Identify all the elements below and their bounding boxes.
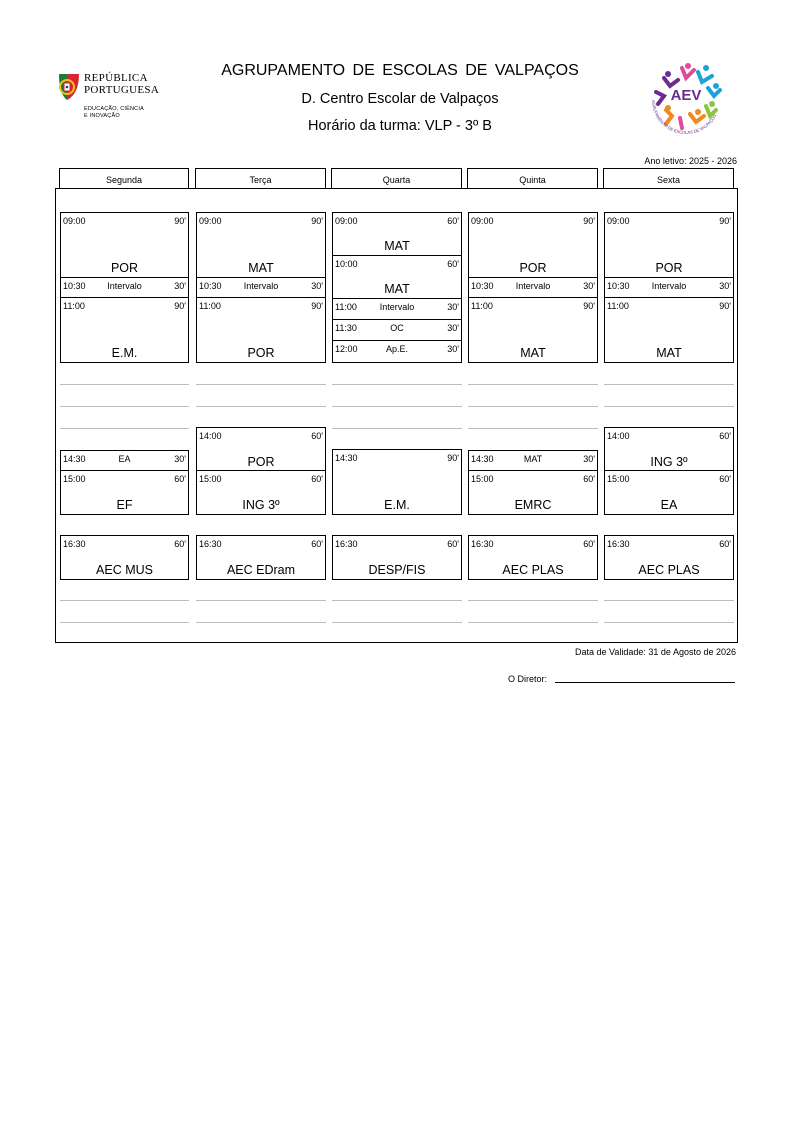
empty-slot-line [60, 384, 189, 385]
lesson-cell [468, 470, 598, 515]
republic-line-2: PORTUGUESA [84, 84, 160, 96]
lesson-subject: Intervalo [515, 281, 551, 291]
empty-slot-line [332, 428, 462, 429]
lesson-subject: POR [110, 261, 139, 275]
lesson-time: 09:00 [607, 216, 630, 226]
empty-slot-line [468, 622, 598, 623]
lesson-cell [332, 449, 462, 515]
empty-slot-line [332, 600, 462, 601]
lesson-subject: E.M. [111, 346, 138, 360]
empty-slot-line [60, 600, 189, 601]
lesson-duration: 60' [719, 431, 731, 441]
lesson-duration: 90' [311, 301, 323, 311]
school-title: AGRUPAMENTO DE ESCOLAS DE VALPAÇOS [221, 62, 579, 79]
lesson-duration: 90' [447, 453, 459, 463]
lesson-cell [332, 212, 462, 256]
break-cell [60, 277, 189, 298]
empty-slot-line [468, 428, 598, 429]
lesson-time: 09:00 [471, 216, 494, 226]
director-signature-line [555, 682, 735, 683]
lesson-cell [468, 212, 598, 278]
break-cell [604, 277, 734, 298]
lesson-time: 11:00 [471, 301, 493, 311]
lesson-cell [60, 470, 189, 515]
lesson-time: 14:00 [607, 431, 630, 441]
lesson-duration: 30' [174, 454, 186, 464]
ministry-line-1: EDUCAÇÃO, CIÊNCIA [84, 106, 144, 112]
lesson-cell [196, 470, 326, 515]
ministry-line-2: E INOVAÇÃO [84, 113, 120, 119]
lesson-duration: 30' [447, 344, 459, 354]
lesson-subject: MAT [656, 346, 682, 360]
lesson-time: 10:30 [607, 281, 630, 291]
lesson-subject: MAT [384, 239, 410, 253]
lesson-duration: 60' [583, 539, 595, 549]
empty-slot-line [604, 384, 734, 385]
empty-slot-line [604, 600, 734, 601]
lesson-time: 11:00 [335, 302, 357, 312]
empty-slot-line [332, 406, 462, 407]
lesson-time: 11:00 [199, 301, 221, 311]
aev-figures-icon [644, 58, 728, 138]
empty-slot-line [60, 622, 189, 623]
lesson-time: 15:00 [199, 474, 222, 484]
lesson-time: 14:30 [63, 454, 86, 464]
lesson-subject: ING 3º [242, 498, 280, 512]
lesson-subject: AEC PLAS [502, 563, 564, 577]
lesson-time: 11:00 [607, 301, 629, 311]
lesson-subject: EF [116, 498, 133, 512]
lesson-duration: 30' [311, 281, 323, 291]
lesson-duration: 30' [583, 454, 595, 464]
lesson-duration: 30' [447, 302, 459, 312]
lesson-subject: POR [655, 261, 683, 275]
lesson-subject: EA [660, 498, 678, 512]
lesson-duration: 60' [311, 474, 323, 484]
lesson-duration: 90' [583, 301, 595, 311]
lesson-subject: POR [247, 346, 275, 360]
empty-slot-line [332, 622, 462, 623]
lesson-cell [60, 535, 189, 580]
lesson-subject: EA [118, 454, 131, 464]
lesson-duration: 60' [174, 474, 186, 484]
break-cell [468, 277, 598, 298]
empty-slot-line [604, 406, 734, 407]
lesson-subject: MAT [384, 282, 410, 296]
lesson-duration: 30' [174, 281, 186, 291]
aev-logo-text: AEV [670, 87, 702, 104]
school-year: Ano letivo: 2025 - 2026 [644, 156, 737, 166]
lesson-time: 09:00 [335, 216, 358, 226]
lesson-time: 16:30 [199, 539, 222, 549]
lesson-time: 14:00 [199, 431, 222, 441]
lesson-time: 16:30 [607, 539, 630, 549]
lesson-cell [196, 427, 326, 472]
lesson-subject: Intervalo [243, 281, 279, 291]
class-label: Horário da turma: VLP - 3º B [308, 118, 492, 134]
lesson-duration: 30' [447, 323, 459, 333]
lesson-cell [604, 535, 734, 580]
lesson-duration: 60' [719, 474, 731, 484]
empty-slot-line [468, 406, 598, 407]
lesson-duration: 60' [719, 539, 731, 549]
lesson-time: 12:00 [335, 344, 358, 354]
lesson-subject: MAT [248, 261, 274, 275]
lesson-cell [196, 212, 326, 278]
day-header-quarta: Quarta [331, 168, 462, 188]
lesson-duration: 30' [719, 281, 731, 291]
lesson-subject: POR [247, 455, 275, 469]
lesson-subject: AEC EDram [226, 563, 296, 577]
aev-ring-text: AGRUPAMENTO DE ESCOLAS DE VALPAÇOS [650, 99, 718, 136]
lesson-duration: 90' [174, 216, 186, 226]
lesson-time: 16:30 [335, 539, 358, 549]
lesson-time: 16:30 [471, 539, 494, 549]
lesson-cell [332, 340, 462, 363]
lesson-time: 10:30 [471, 281, 494, 291]
lesson-subject: AEC PLAS [638, 563, 700, 577]
lesson-subject: EMRC [514, 498, 552, 512]
lesson-duration: 90' [174, 301, 186, 311]
lesson-duration: 60' [311, 539, 323, 549]
lesson-duration: 90' [719, 216, 731, 226]
lesson-subject: Intervalo [379, 302, 415, 312]
coat-of-arms-icon [55, 70, 83, 104]
empty-slot-line [332, 384, 462, 385]
day-header-terca: Terça [195, 168, 326, 188]
lesson-subject: Ap.E. [385, 344, 408, 354]
empty-slot-line [196, 622, 326, 623]
lesson-subject: MAT [520, 346, 546, 360]
lesson-cell [196, 297, 326, 363]
empty-slot-line [60, 406, 189, 407]
lesson-time: 15:00 [63, 474, 86, 484]
day-header-segunda: Segunda [59, 168, 189, 188]
director-label: O Diretor: [508, 674, 548, 684]
lesson-subject: E.M. [384, 498, 410, 512]
lesson-time: 11:30 [335, 323, 357, 333]
lesson-cell [332, 319, 462, 341]
empty-slot-line [196, 600, 326, 601]
day-header-sexta: Sexta [603, 168, 734, 188]
validity-date: Data de Validade: 31 de Agosto de 2026 [575, 647, 736, 657]
aev-logo [644, 58, 728, 138]
empty-slot-line [60, 428, 189, 429]
lesson-time: 09:00 [63, 216, 86, 226]
day-header-quinta: Quinta [467, 168, 598, 188]
lesson-cell [468, 535, 598, 580]
lesson-subject: AEC MUS [96, 563, 153, 577]
lesson-duration: 60' [311, 431, 323, 441]
lesson-subject: Intervalo [107, 281, 142, 291]
lesson-time: 11:00 [63, 301, 85, 311]
lesson-duration: 90' [311, 216, 323, 226]
lesson-duration: 30' [583, 281, 595, 291]
lesson-duration: 60' [447, 539, 459, 549]
lesson-time: 16:30 [63, 539, 86, 549]
lesson-duration: 90' [719, 301, 731, 311]
lesson-subject: ING 3º [650, 455, 688, 469]
empty-slot-line [196, 406, 326, 407]
lesson-cell [332, 255, 462, 299]
lesson-duration: 60' [174, 539, 186, 549]
lesson-time: 15:00 [607, 474, 630, 484]
lesson-duration: 60' [583, 474, 595, 484]
center-name: D. Centro Escolar de Valpaços [301, 91, 499, 107]
break-cell [332, 298, 462, 320]
lesson-cell [60, 297, 189, 363]
lesson-cell [604, 427, 734, 472]
lesson-duration: 60' [447, 259, 459, 269]
lesson-subject: OC [390, 323, 404, 333]
lesson-duration: 60' [447, 216, 459, 226]
empty-slot-line [468, 600, 598, 601]
lesson-cell [60, 450, 189, 471]
lesson-time: 09:00 [199, 216, 222, 226]
lesson-time: 10:30 [63, 281, 86, 291]
republic-line-1: REPÚBLICA [84, 72, 148, 84]
lesson-subject: DESP/FIS [368, 563, 426, 577]
lesson-time: 14:30 [471, 454, 494, 464]
lesson-cell [60, 212, 189, 278]
lesson-cell [468, 297, 598, 363]
lesson-subject: Intervalo [651, 281, 687, 291]
lesson-time: 10:30 [199, 281, 222, 291]
lesson-cell [196, 535, 326, 580]
empty-slot-line [468, 384, 598, 385]
lesson-time: 15:00 [471, 474, 494, 484]
empty-slot-line [196, 384, 326, 385]
lesson-subject: MAT [523, 454, 543, 464]
lesson-time: 14:30 [335, 453, 358, 463]
lesson-cell [604, 470, 734, 515]
lesson-cell [468, 450, 598, 471]
lesson-duration: 90' [583, 216, 595, 226]
lesson-cell [332, 535, 462, 580]
empty-slot-line [604, 622, 734, 623]
lesson-cell [604, 212, 734, 278]
lesson-subject: POR [519, 261, 547, 275]
break-cell [196, 277, 326, 298]
lesson-time: 10:00 [335, 259, 358, 269]
lesson-cell [604, 297, 734, 363]
republica-portuguesa-logo [55, 70, 165, 122]
